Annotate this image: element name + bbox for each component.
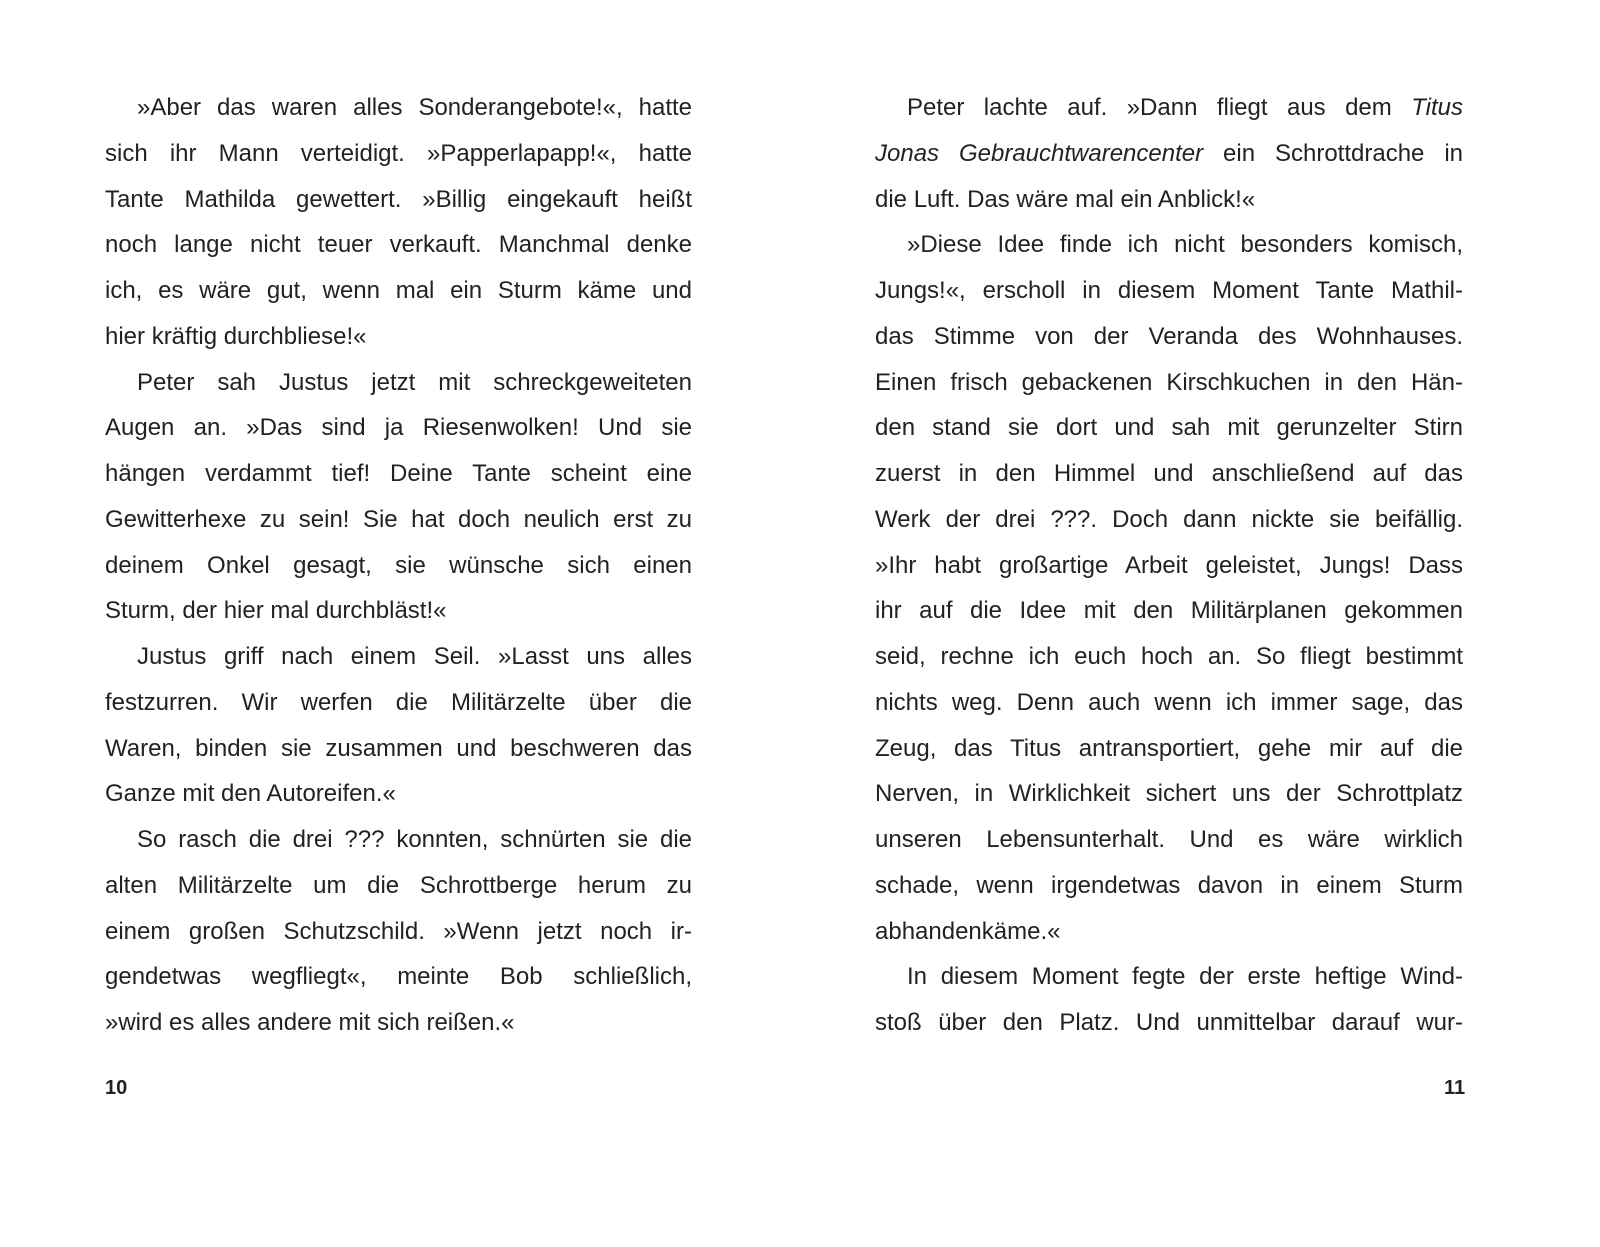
text-line: [875, 268, 1463, 314]
text-line: [105, 85, 692, 131]
text-segment: noch lange nicht teuer verkauft. Manchmal denke: [105, 231, 692, 259]
text-line: [875, 588, 1463, 634]
text-segment: gendetwas wegfliegt«, meinte Bob schließlich,: [105, 963, 692, 991]
text-line: [875, 1000, 1463, 1046]
text-segment: In diesem Moment fegte der erste heftige Wind-: [907, 963, 1463, 991]
text-segment: stoß über den Platz. Und unmittelbar darauf wur-: [875, 1009, 1463, 1036]
text-line: [105, 817, 692, 863]
left-page-text: [105, 85, 692, 1046]
text-segment: alten Militärzelte um die Schrottberge herum zu: [105, 871, 692, 899]
text-line: [875, 360, 1463, 406]
text-line: [105, 360, 692, 406]
text-line: [875, 85, 1463, 131]
text-segment: Werk der drei ???. Doch dann nickte sie beifällig.: [875, 505, 1463, 533]
text-line: [875, 634, 1463, 680]
italic-text: Titus: [1411, 94, 1463, 121]
page-number-left: 10: [105, 1077, 128, 1099]
text-segment: So rasch die drei ??? konnten, schnürten sie die: [137, 826, 692, 853]
text-segment: Peter sah Justus jetzt mit schreckgeweiteten: [137, 368, 692, 396]
text-segment: ein Schrottdrache in: [1203, 139, 1463, 167]
text-segment: Peter lachte auf. »Dann fliegt aus dem: [907, 94, 1412, 121]
text-segment: sich ihr Mann verteidigt. »Papperlapapp!«, hatte: [105, 139, 692, 167]
text-segment: ich, es wäre gut, wenn mal ein Sturm käme und: [105, 277, 692, 304]
text-line: [105, 954, 692, 1000]
text-segment: abhandenkäme.«: [875, 917, 1061, 945]
text-line: [105, 863, 692, 909]
text-line: [875, 497, 1463, 543]
text-line: [105, 314, 692, 360]
text-segment: Gewitterhexe zu sein! Sie hat doch neulich erst zu: [105, 505, 692, 533]
right-page-text: [875, 85, 1463, 1046]
text-line: [105, 909, 692, 955]
text-segment: Tante Mathilda gewettert. »Billig eingekauft heißt: [105, 185, 692, 213]
text-segment: hier kräftig durchbliese!«: [105, 322, 367, 350]
text-line: [105, 634, 692, 680]
text-segment: Nerven, in Wirklichkeit sichert uns der Schrottplatz: [875, 780, 1463, 808]
text-segment: hängen verdammt tief! Deine Tante scheint eine: [105, 460, 692, 487]
text-line: [105, 222, 692, 268]
text-line: [105, 726, 692, 772]
text-segment: Sturm, der hier mal durchbläst!«: [105, 597, 447, 625]
text-line: [105, 771, 692, 817]
text-line: [105, 588, 692, 634]
text-line: [875, 131, 1463, 177]
text-line: [105, 131, 692, 177]
text-segment: nichts weg. Denn auch wenn ich immer sage, das: [875, 688, 1463, 716]
text-segment: Ganze mit den Autoreifen.«: [105, 780, 396, 808]
text-segment: die Luft. Das wäre mal ein Anblick!«: [875, 185, 1256, 213]
text-line: [105, 268, 692, 314]
text-segment: den stand sie dort und sah mit gerunzelter Stirn: [875, 414, 1463, 442]
text-line: [875, 954, 1463, 1000]
text-segment: deinem Onkel gesagt, sie wünsche sich einen: [105, 551, 692, 579]
text-segment: Justus griff nach einem Seil. »Lasst uns alles: [137, 643, 692, 670]
text-segment: »Aber das waren alles Sonderangebote!«, hatte: [137, 94, 692, 121]
text-line: [875, 543, 1463, 589]
text-segment: Einen frisch gebackenen Kirschkuchen in den Hän-: [875, 368, 1463, 396]
text-line: [875, 909, 1463, 955]
text-segment: schade, wenn irgendetwas davon in einem Sturm: [875, 871, 1463, 899]
text-segment: seid, rechne ich euch hoch an. So fliegt bestimmt: [875, 643, 1463, 670]
italic-text: Jonas Gebrauchtwarencenter: [875, 139, 1204, 167]
text-line: [105, 1000, 692, 1046]
text-segment: Zeug, das Titus antransportiert, gehe mir auf die: [875, 734, 1463, 762]
text-line: [875, 314, 1463, 360]
text-line: [875, 680, 1463, 726]
text-line: [875, 863, 1463, 909]
text-segment: festzurren. Wir werfen die Militärzelte über die: [105, 688, 692, 716]
text-segment: Jungs!«, erscholl in diesem Moment Tante Mathil-: [875, 277, 1463, 304]
text-segment: »Ihr habt großartige Arbeit geleistet, Jungs! Dass: [875, 551, 1463, 579]
text-line: [105, 543, 692, 589]
text-line: [875, 451, 1463, 497]
text-segment: ihr auf die Idee mit den Militärplanen gekommen: [875, 597, 1463, 625]
text-segment: »wird es alles andere mit sich reißen.«: [105, 1009, 515, 1036]
text-line: [105, 497, 692, 543]
text-segment: Augen an. »Das sind ja Riesenwolken! Und sie: [105, 414, 692, 442]
text-segment: unseren Lebensunterhalt. Und es wäre wirklich: [875, 826, 1463, 853]
text-line: [875, 817, 1463, 863]
text-line: [875, 405, 1463, 451]
text-line: [105, 680, 692, 726]
text-segment: zuerst in den Himmel und anschließend auf das: [875, 460, 1463, 487]
text-line: [875, 771, 1463, 817]
text-line: [875, 726, 1463, 772]
text-segment: das Stimme von der Veranda des Wohnhauses.: [875, 322, 1463, 350]
text-line: [105, 177, 692, 223]
text-segment: »Diese Idee finde ich nicht besonders komisch,: [907, 231, 1463, 259]
text-line: [875, 222, 1463, 268]
text-line: [105, 451, 692, 497]
text-segment: einem großen Schutzschild. »Wenn jetzt noch ir-: [105, 917, 692, 945]
page-number-right: 11: [1444, 1077, 1466, 1099]
text-line: [875, 177, 1463, 223]
text-segment: Waren, binden sie zusammen und beschweren das: [105, 734, 692, 762]
text-line: [105, 405, 692, 451]
